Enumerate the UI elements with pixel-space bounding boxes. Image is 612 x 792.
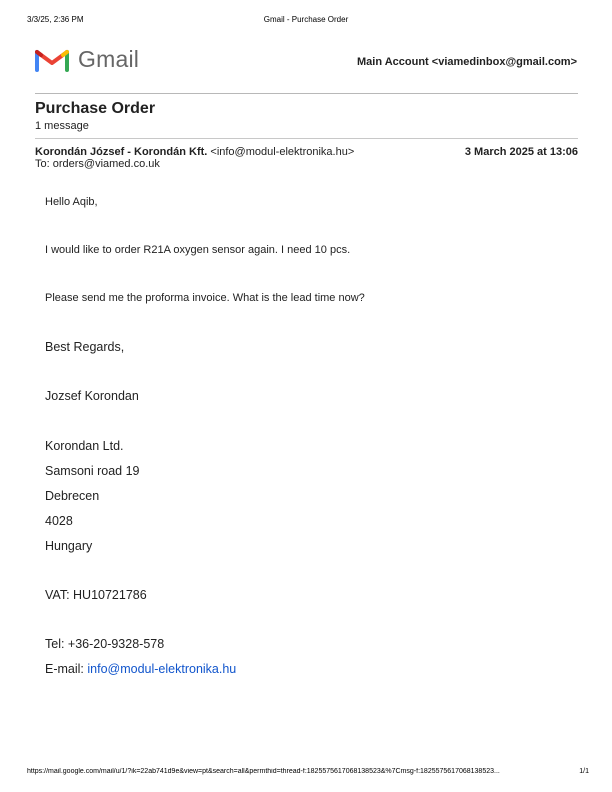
signature-street: Samsoni road 19 [45, 464, 140, 478]
signature-name: Jozsef Korondan [45, 389, 139, 403]
sender-line [35, 146, 354, 158]
message-date: 3 March 2025 at 13:06 [464, 146, 578, 158]
signature-city: Debrecen [45, 489, 100, 503]
signature-phone: Tel: +36-20-9328-578 [45, 637, 165, 651]
signature-company: Korondan Ltd. [45, 439, 124, 453]
print-footer-url: https://mail.google.com/mail/u/1/?ik=22ab741d9e&view=pt&search=all&permthid=thread-f:1825575617068138523&%7Cmsg-f:1825575617068138523... [27, 768, 500, 775]
thread-divider [35, 138, 578, 139]
signature-email-label: E-mail: [45, 662, 88, 676]
body-closing: Best Regards, [45, 340, 125, 354]
recipient-line: To: orders@viamed.co.uk [35, 158, 160, 170]
message-count: 1 message [35, 120, 89, 132]
signature-country: Hungary [45, 539, 93, 553]
thread-subject: Purchase Order [35, 100, 156, 117]
print-datetime: 3/3/25, 2:36 PM [27, 15, 84, 24]
gmail-m-icon [35, 46, 69, 72]
print-title: Gmail - Purchase Order [263, 15, 349, 24]
signature-vat: VAT: HU10721786 [45, 588, 147, 602]
signature-zip: 4028 [45, 514, 73, 528]
sender-name: Korondán József - Korondán Kft. [35, 146, 208, 158]
body-paragraph-2: Please send me the proforma invoice. What is the lead time now? [45, 292, 365, 304]
account-label: Main Account <viamedinbox@gmail.com> [357, 56, 577, 68]
header-divider [35, 93, 578, 94]
print-footer-page: 1/1 [579, 768, 589, 775]
signature-email [45, 662, 236, 676]
gmail-logo-text: Gmail [78, 46, 140, 72]
signature-email-link[interactable]: info@modul-elektronika.hu [87, 662, 237, 676]
body-paragraph-1: I would like to order R21A oxygen sensor again. I need 10 pcs. [45, 244, 351, 256]
body-greeting: Hello Aqib, [45, 196, 98, 208]
sender-email: <info@modul-elektronika.hu> [210, 146, 355, 158]
